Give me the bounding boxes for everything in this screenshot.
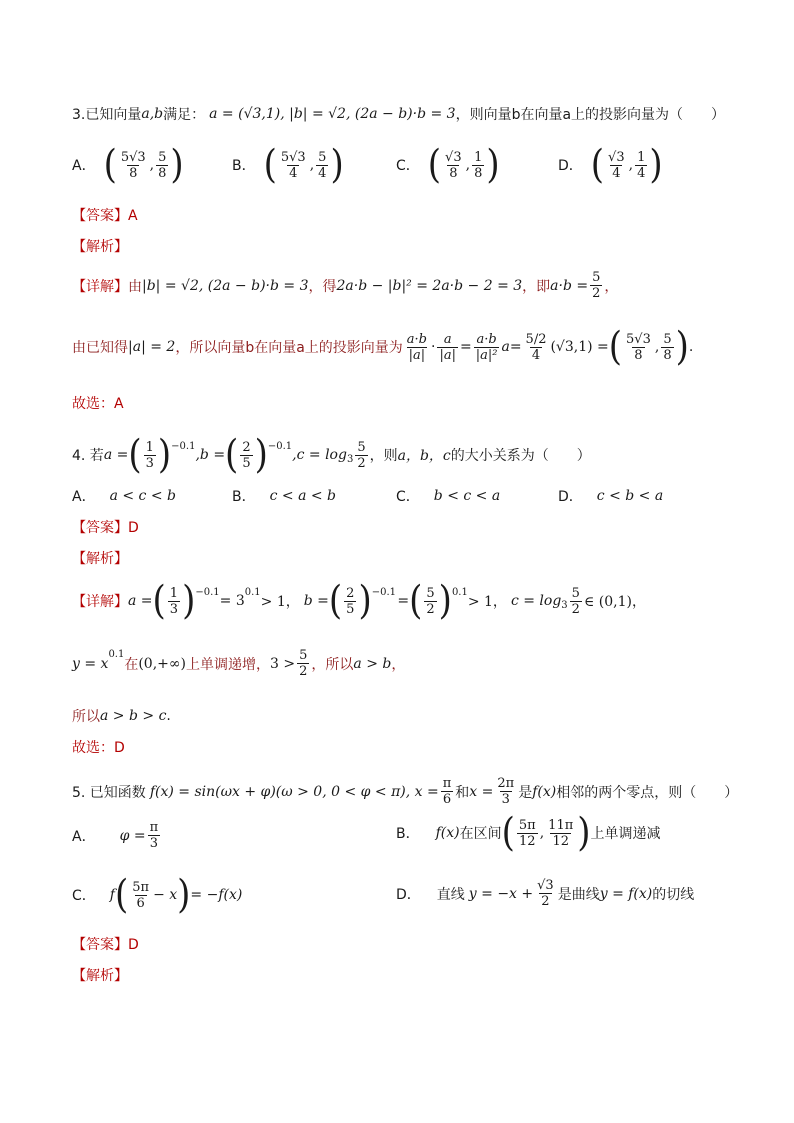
text: 是 — [518, 784, 533, 801]
frac-den: 4 — [637, 165, 646, 181]
q4-option-b — [232, 486, 336, 506]
detail-label: 【详解】 — [72, 278, 128, 295]
text: ， — [604, 278, 619, 295]
q4-detail-line3 — [72, 706, 171, 726]
formula: |a| = 2 — [128, 339, 176, 355]
q4-detail-line1: 【详解】 a = ( $\frac{1}{3}$ ) −0.1 = 3 0.1 > 1， b = ( $\frac{2}{5}$ ) −0.1 = ( $\frac{5}{2}$ ) 0.1 > 1， c = log 3 $\frac{5}{2}$ ∈ (0,1)， — [72, 578, 646, 624]
text: ，则 — [369, 448, 398, 464]
frac-den: |a| — [439, 347, 456, 363]
formula: a > b > c — [100, 708, 167, 724]
text: 由已知得 — [72, 340, 128, 356]
q3-answer: 【答案】A — [72, 208, 138, 224]
detail-label: 【详解】 — [72, 594, 128, 610]
frac-num: 5 — [663, 331, 672, 347]
option-label: A． — [72, 158, 96, 174]
formula: a > b — [353, 655, 392, 672]
formula: f(x) — [532, 783, 557, 800]
q3-detail-line2: 由已知得 |a| = 2 ，所以向量b在向量a上的投影向量为 $\frac{a\cdot b}{|a|}$ · $\frac{a}{|a|}$ = $\frac{a\cdot b}{\text{|a|²}}$ a = $\frac{5/2}{4}$ (√3,1) = ( $\frac{5√3}{8}$ , $\frac{5}{8}$ ) . — [72, 324, 694, 370]
exponent: −0.1 — [195, 586, 220, 598]
q4-answer: 【答案】D — [72, 520, 139, 536]
q5-option-a: A． φ = $\frac{\pi}{3}$ — [72, 820, 159, 851]
q3-detail-line1 — [72, 270, 618, 301]
q4-analysis-label: 【解析】 — [72, 551, 128, 567]
frac-num: 5√3 — [626, 331, 651, 347]
exponent: 0.1 — [244, 586, 261, 598]
formula: a·b = — [550, 277, 589, 294]
formula: a，b，c — [397, 448, 451, 464]
option-label: C． — [396, 158, 420, 174]
option-label: B． — [232, 158, 256, 174]
option-label: C． — [72, 888, 96, 904]
exponent: 0.1 — [451, 586, 468, 598]
text: ，所以 — [311, 656, 354, 673]
formula: a = — [103, 447, 129, 463]
frac-den: 8 — [449, 165, 458, 181]
text: 是曲线 — [557, 886, 600, 903]
q3-choose: 故选：A — [72, 396, 124, 412]
text: 5. 已知函数 — [72, 784, 146, 801]
text: 的切线 — [652, 886, 695, 903]
exponent: 0.1 — [108, 649, 125, 660]
frac-num: 5 — [158, 149, 167, 165]
q3-option-d: D． ( $\frac{√3}{4}$ , $\frac{1}{4}$ ) — [558, 142, 663, 188]
text: ，所以向量b在向量a上的投影向量为 — [175, 340, 403, 356]
formula: y = x — [72, 655, 109, 672]
q4-option-d — [558, 486, 663, 506]
formula: 2a·b − |b|² = 2a·b − 2 = 3 — [336, 277, 523, 294]
q3-option-a: A． ( $\frac{5√3}{8}$ , $\frac{5}{8}$ ) — [72, 142, 184, 188]
formula: (√3,1) = — [550, 339, 609, 355]
frac-den: 8 — [129, 165, 138, 181]
text: ， — [391, 656, 406, 673]
frac-num: √3 — [445, 149, 462, 165]
formula: f(x) — [435, 825, 460, 841]
formula: |b| = √2, (2a − b)·b = 3 — [142, 277, 309, 294]
formula: c = log — [296, 447, 347, 463]
q5-analysis-label: 【解析】 — [72, 968, 128, 984]
exponent: −0.1 — [267, 440, 293, 452]
formula: > 1， — [260, 594, 300, 610]
frac-num: a — [443, 331, 452, 347]
text: ，即 — [522, 278, 551, 295]
text: 上单调递增， — [186, 656, 271, 673]
frac-den: 4 — [289, 165, 298, 181]
frac-num: 1 — [637, 149, 646, 165]
text: . — [166, 708, 171, 724]
option-label: B． — [232, 489, 256, 505]
frac-den: 4 — [531, 347, 541, 363]
text: 和 — [455, 784, 470, 801]
q3-option-b: B． ( $\frac{5√3}{4}$ , $\frac{5}{4}$ ) — [232, 142, 344, 188]
option-text: φ = — [119, 827, 146, 844]
option-label: B． — [396, 826, 420, 842]
frac-den: |a|² — [475, 347, 498, 363]
frac-num: a·b — [406, 331, 428, 347]
formula: f — [109, 887, 115, 903]
option-label: A． — [72, 489, 96, 505]
text: 直线 — [436, 886, 465, 903]
frac-num: √3 — [608, 149, 625, 165]
q4-choose: 故选：D — [72, 740, 125, 756]
formula: = 3 — [219, 593, 245, 609]
frac-den: 2 — [592, 286, 601, 301]
text: 所以 — [72, 709, 100, 725]
option-label: A． — [72, 828, 96, 845]
option-text: c < b < a — [596, 488, 664, 504]
formula: y = f(x) — [599, 885, 653, 902]
q4-detail-line2: y = x 0.1 在 (0,+∞) 上单调递增， 3 > $\frac{5}{2}$ ，所以 a > b ， — [72, 648, 406, 679]
q3-condition: a = (√3,1), |b| = √2, (2a − b)·b = 3 — [209, 106, 456, 122]
frac-num: 5 — [592, 270, 601, 285]
option-label: D． — [558, 489, 583, 505]
text: 的大小关系为（ ） — [450, 448, 591, 464]
q4-option-c — [396, 486, 500, 506]
option-text: b < c < a — [433, 488, 501, 504]
option-text: c < a < b — [269, 488, 337, 504]
option-text: a < c < b — [109, 488, 176, 504]
frac-den: |a| — [408, 347, 426, 363]
frac-num: 5√3 — [120, 149, 146, 165]
q4-stem: 4. 若 a = ( $\frac{1}{3}$ ) −0.1 ,b = ( $\frac{2}{5}$ ) −0.1 , c = log 3 $\frac{5}{2}$ ，则 a，b，c 的大小关系为（ ） — [72, 432, 591, 478]
formula: = −f(x) — [190, 887, 243, 903]
text: 上单调递减 — [590, 826, 661, 842]
frac-num: 5 — [318, 149, 327, 165]
text: 在区间 — [459, 826, 502, 842]
formula: x = — [469, 783, 494, 800]
q3-stem-prefix: 3.已知向量 — [72, 107, 142, 123]
q5-stem: 5. 已知函数 f(x) = sin(ωx + φ)(ω > 0, 0 < φ < π), x = $\frac{\pi}{6}$ 和 x = $\frac{2\pi}{3}$ 是 f(x) 相邻的两个零点，则（ ） — [72, 776, 739, 807]
formula: f(x) = sin(ωx + φ)(ω > 0, 0 < φ < π), x = — [149, 783, 439, 800]
text: 在 — [124, 656, 139, 673]
q3-vectors: a,b — [141, 106, 164, 122]
formula: y = −x + — [468, 885, 534, 902]
frac-den: 8 — [634, 347, 643, 363]
exponent: −0.1 — [171, 440, 196, 452]
frac-den: 8 — [663, 347, 672, 363]
frac-num: a·b — [476, 331, 497, 347]
frac-den: 4 — [318, 165, 327, 181]
formula: ∈ (0,1)， — [583, 594, 646, 610]
formula: (0,+∞) — [138, 655, 187, 672]
exponent: −0.1 — [371, 586, 396, 598]
option-label: C． — [396, 489, 420, 505]
formula: 3 > — [270, 655, 296, 672]
q3-satisfy: 满足： — [163, 107, 206, 123]
option-label: D． — [558, 158, 583, 174]
frac-den: 8 — [474, 165, 483, 181]
q3-option-c: C． ( $\frac{√3}{8}$ , $\frac{1}{8}$ ) — [396, 142, 500, 188]
frac-num: 1 — [474, 149, 483, 165]
frac-num: 5√3 — [280, 149, 306, 165]
frac-den: 4 — [612, 165, 621, 181]
frac-num: 5/2 — [525, 331, 547, 347]
formula: > 1， — [467, 594, 507, 610]
q3-analysis-label: 【解析】 — [72, 239, 128, 255]
q5-option-c: C． f ( $\frac{5\pi}{6}$ − x ) = −f(x) — [72, 872, 243, 918]
text: ，得 — [308, 278, 337, 295]
q5-option-b: B． f(x) 在区间 ( $\frac{5\pi}{12}$ , $\frac{11\pi}{12}$ ) 上单调递减 — [396, 810, 661, 856]
text: 相邻的两个零点，则（ ） — [556, 784, 739, 801]
frac-den: 8 — [158, 165, 167, 181]
q5-option-d: D． 直线 y = −x + $\frac{√3}{2}$ 是曲线 y = f(x) 的切线 — [396, 878, 695, 909]
text: 由 — [128, 278, 142, 295]
q4-option-a — [72, 486, 176, 506]
q3-stem — [72, 104, 725, 124]
q5-answer: 【答案】D — [72, 937, 139, 953]
option-label: D． — [396, 886, 421, 903]
text: 4. 若 — [72, 448, 104, 464]
q3-stem-suffix: ，则向量b在向量a上的投影向量为（ ） — [455, 107, 726, 123]
